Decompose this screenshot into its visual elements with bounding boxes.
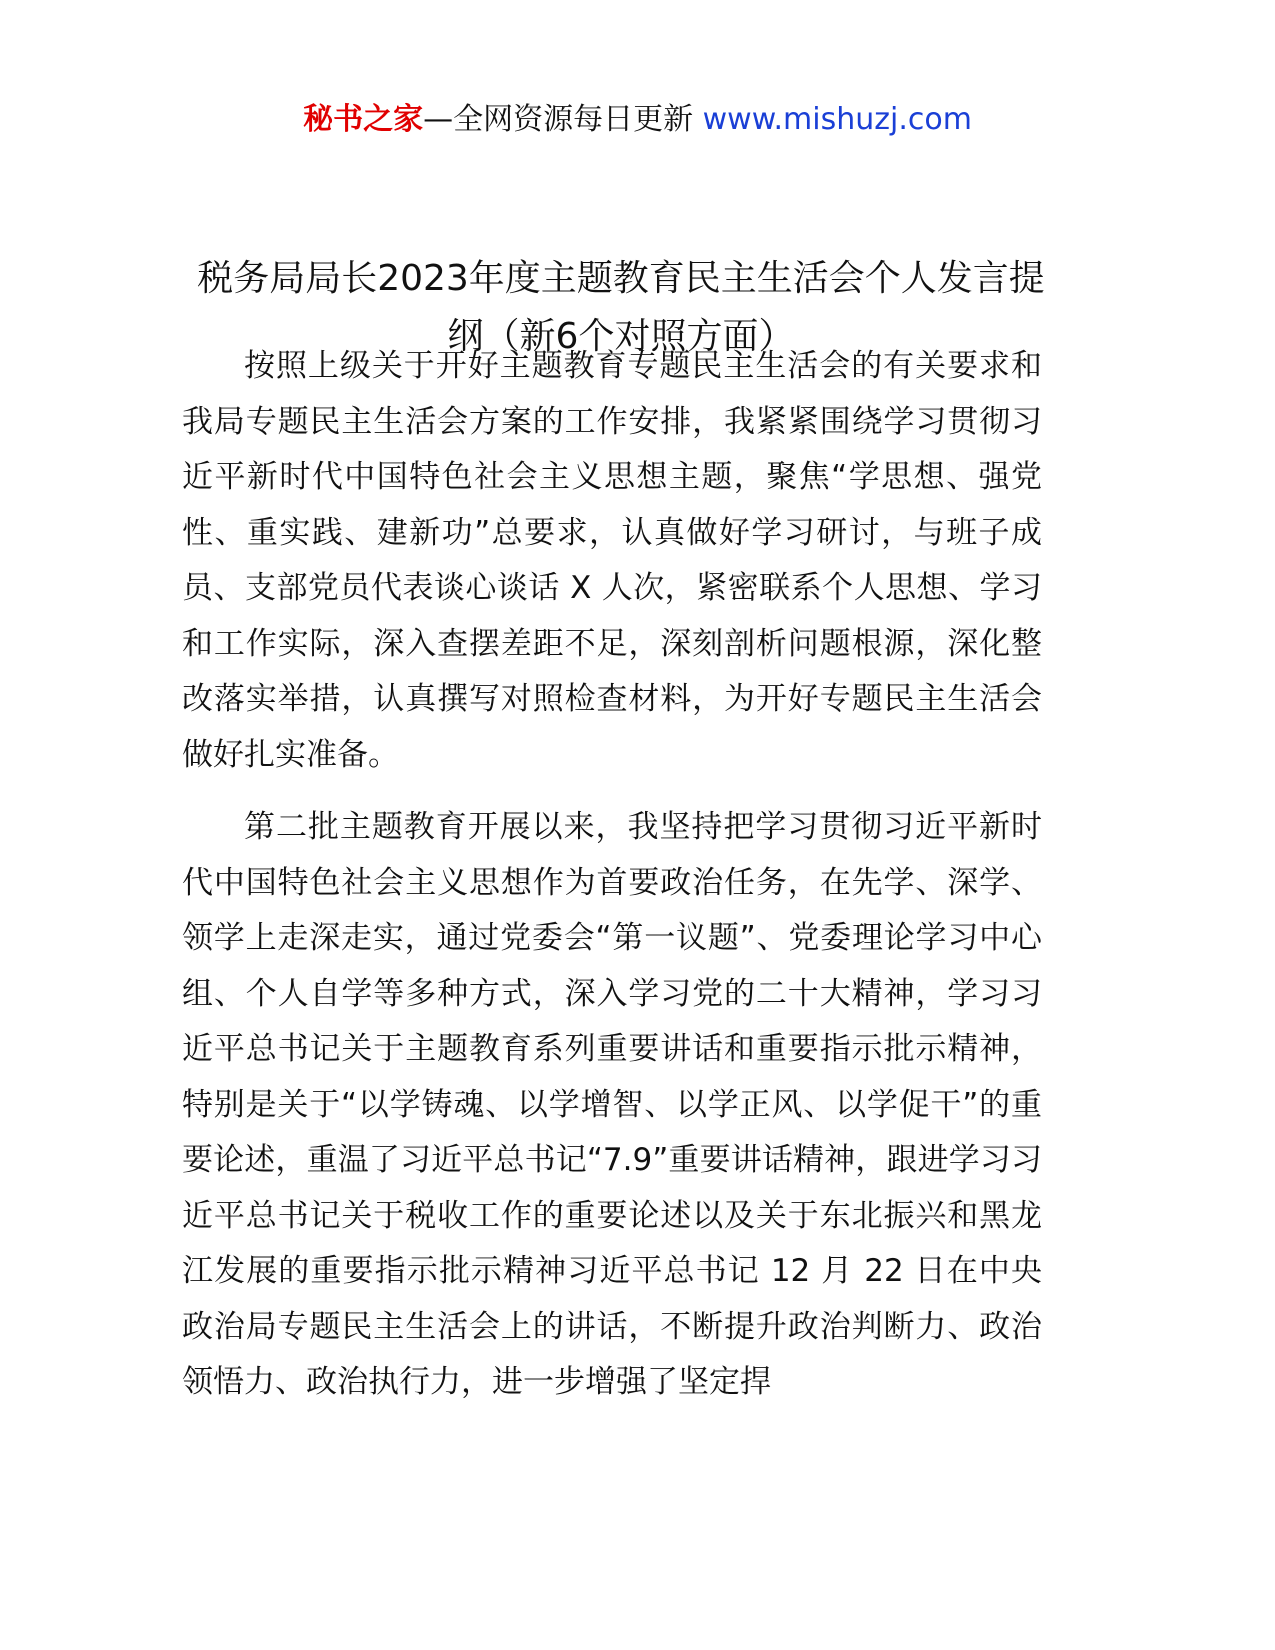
document-body [182, 339, 1042, 1411]
header-slogan: —全网资源每日更新 [423, 102, 694, 137]
body-paragraph: 按照上级关于开好主题教育专题民主生活会的有关要求和我局专题民主生活会方案的工作安排，我紧紧围绕学习贯彻习近平新时代中国特色社会主义思想主题，聚焦“学思想、强党性、重实践、建新功”总要求，认真做好学习研讨，与班子成员、支部党员代表谈心谈话 X 人次，紧密联系个人思想、学习和工作实际，深入查摆差距不足，深刻剖析问题根源，深化整改落实举措，认真撰写对照检查材料，为开好专题民主生活会做好扎实准备。 [182, 348, 1042, 773]
site-url-link[interactable]: www.mishuzj.com [702, 102, 972, 137]
body-paragraph: 第二批主题教育开展以来，我坚持把学习贯彻习近平新时代中国特色社会主义思想作为首要政治任务，在先学、深学、领学上走深走实，通过党委会“第一议题”、党委理论学习中心组、个人自学等多种方式，深入学习党的二十大精神，学习习近平总书记关于主题教育系列重要讲话和重要指示批示精神，特别是关于“以学铸魂、以学增智、以学正风、以学促干”的重要论述，重温了习近平总书记“7.9”重要讲话精神，跟进学习习近平总书记关于税收工作的重要论述以及关于东北振兴和黑龙江发展的重要指示批示精神习近平总书记 12 月 22 日在中央政治局专题民主生活会上的讲话，不断提升政治判断力、政治领悟力、政治执行力，进一步增强了坚定捍 [182, 809, 1042, 1400]
brand-name: 秘书之家 [303, 102, 424, 137]
document-title: 税务局局长2023年度主题教育民主生活会个人发言提纲（新6个对照方面） [197, 258, 1045, 358]
site-header [0, 100, 1275, 140]
